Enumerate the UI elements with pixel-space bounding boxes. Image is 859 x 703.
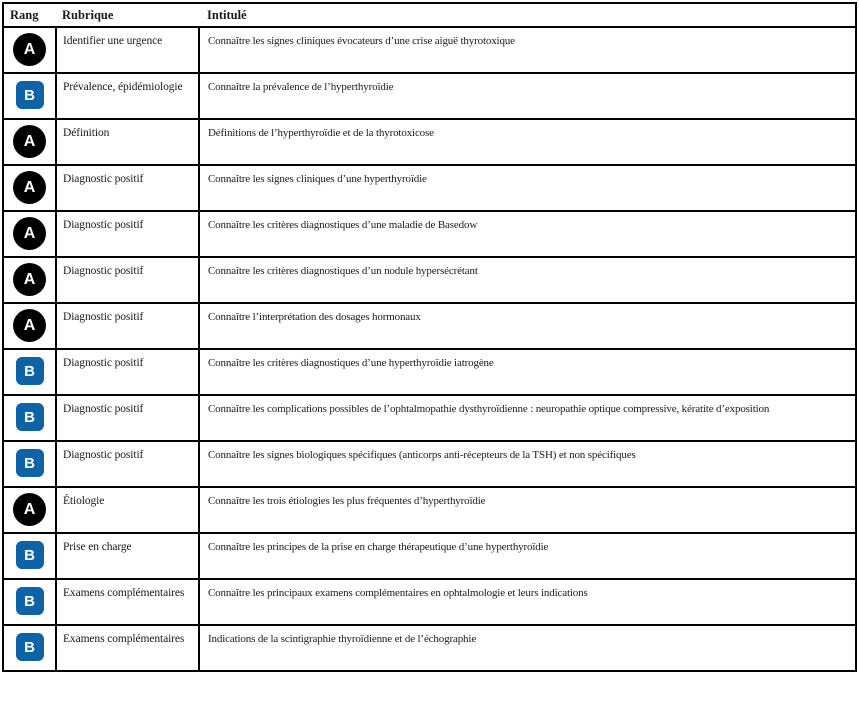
rubrique-cell: Diagnostic positif xyxy=(56,441,199,487)
intitule-cell: Connaître les critères diagnostiques d’une maladie de Basedow xyxy=(199,211,856,257)
rang-cell xyxy=(3,257,56,303)
rubrique-cell: Prévalence, épidémiologie xyxy=(56,73,199,119)
intitule-cell: Connaître l’interprétation des dosages hormonaux xyxy=(199,303,856,349)
table-row xyxy=(3,303,856,349)
intitule-cell: Connaître la prévalence de l’hyperthyroïdie xyxy=(199,73,856,119)
column-header-intitule: Intitulé xyxy=(199,3,856,27)
table-row xyxy=(3,211,856,257)
rubrique-cell: Définition xyxy=(56,119,199,165)
table-row xyxy=(3,27,856,73)
rank-badge-b: B xyxy=(16,357,44,385)
table-row xyxy=(3,349,856,395)
rank-badge-a: A xyxy=(13,217,46,250)
intitule-cell: Connaître les trois étiologies les plus fréquentes d’hyperthyroïdie xyxy=(199,487,856,533)
rank-badge-a: A xyxy=(13,263,46,296)
rank-badge-b: B xyxy=(16,587,44,615)
rang-cell xyxy=(3,395,56,441)
rubrique-cell: Examens complémentaires xyxy=(56,625,199,671)
table-row xyxy=(3,257,856,303)
rang-cell xyxy=(3,211,56,257)
rubrique-cell: Diagnostic positif xyxy=(56,165,199,211)
table-row xyxy=(3,441,856,487)
table-header xyxy=(3,3,856,27)
intitule-cell: Indications de la scintigraphie thyroïdienne et de l’échographie xyxy=(199,625,856,671)
intitule-cell: Connaître les principes de la prise en charge thérapeutique d’une hyperthyroïdie xyxy=(199,533,856,579)
intitule-cell: Connaître les signes biologiques spécifiques (anticorps anti-récepteurs de la TSH) et non spécifiques xyxy=(199,441,856,487)
table-row xyxy=(3,533,856,579)
rank-badge-b: B xyxy=(16,449,44,477)
rang-cell xyxy=(3,119,56,165)
rubrique-cell: Diagnostic positif xyxy=(56,257,199,303)
header-row xyxy=(3,3,856,27)
rank-badge-a: A xyxy=(13,309,46,342)
rank-badge-a: A xyxy=(13,125,46,158)
table-body xyxy=(3,27,856,671)
intitule-cell: Définitions de l’hyperthyroïdie et de la thyrotoxicose xyxy=(199,119,856,165)
rang-cell xyxy=(3,441,56,487)
rubrique-cell: Identifier une urgence xyxy=(56,27,199,73)
table-row xyxy=(3,119,856,165)
table-row xyxy=(3,579,856,625)
rubrique-cell: Étiologie xyxy=(56,487,199,533)
rubrique-cell: Diagnostic positif xyxy=(56,303,199,349)
rang-cell xyxy=(3,73,56,119)
rank-badge-a: A xyxy=(13,493,46,526)
rank-badge-a: A xyxy=(13,171,46,204)
rang-cell xyxy=(3,303,56,349)
rang-cell xyxy=(3,27,56,73)
rank-badge-b: B xyxy=(16,541,44,569)
table-row xyxy=(3,395,856,441)
intitule-cell: Connaître les signes cliniques évocateurs d’une crise aiguë thyrotoxique xyxy=(199,27,856,73)
column-header-rang: Rang xyxy=(3,3,56,27)
rank-badge-b: B xyxy=(16,81,44,109)
rubrique-cell: Diagnostic positif xyxy=(56,395,199,441)
rubrique-cell: Diagnostic positif xyxy=(56,349,199,395)
table-row xyxy=(3,487,856,533)
rank-badge-b: B xyxy=(16,403,44,431)
rubrique-cell: Prise en charge xyxy=(56,533,199,579)
rubrique-cell: Examens complémentaires xyxy=(56,579,199,625)
intitule-cell: Connaître les critères diagnostiques d’une hyperthyroïdie iatrogène xyxy=(199,349,856,395)
rank-badge-b: B xyxy=(16,633,44,661)
intitule-cell: Connaître les complications possibles de l’ophtalmopathie dysthyroïdienne : neuropathie optique compressive, kératite d’exposition xyxy=(199,395,856,441)
intitule-cell: Connaître les signes cliniques d’une hyperthyroïdie xyxy=(199,165,856,211)
competency-table xyxy=(2,2,857,672)
intitule-cell: Connaître les critères diagnostiques d’un nodule hypersécrétant xyxy=(199,257,856,303)
rang-cell xyxy=(3,165,56,211)
rang-cell xyxy=(3,579,56,625)
rubrique-cell: Diagnostic positif xyxy=(56,211,199,257)
rang-cell xyxy=(3,487,56,533)
rang-cell xyxy=(3,533,56,579)
rank-badge-a: A xyxy=(13,33,46,66)
rang-cell xyxy=(3,349,56,395)
table-row xyxy=(3,625,856,671)
table-row xyxy=(3,165,856,211)
table-row xyxy=(3,73,856,119)
column-header-rubrique: Rubrique xyxy=(56,3,199,27)
intitule-cell: Connaître les principaux examens complémentaires en ophtalmologie et leurs indications xyxy=(199,579,856,625)
rang-cell xyxy=(3,625,56,671)
